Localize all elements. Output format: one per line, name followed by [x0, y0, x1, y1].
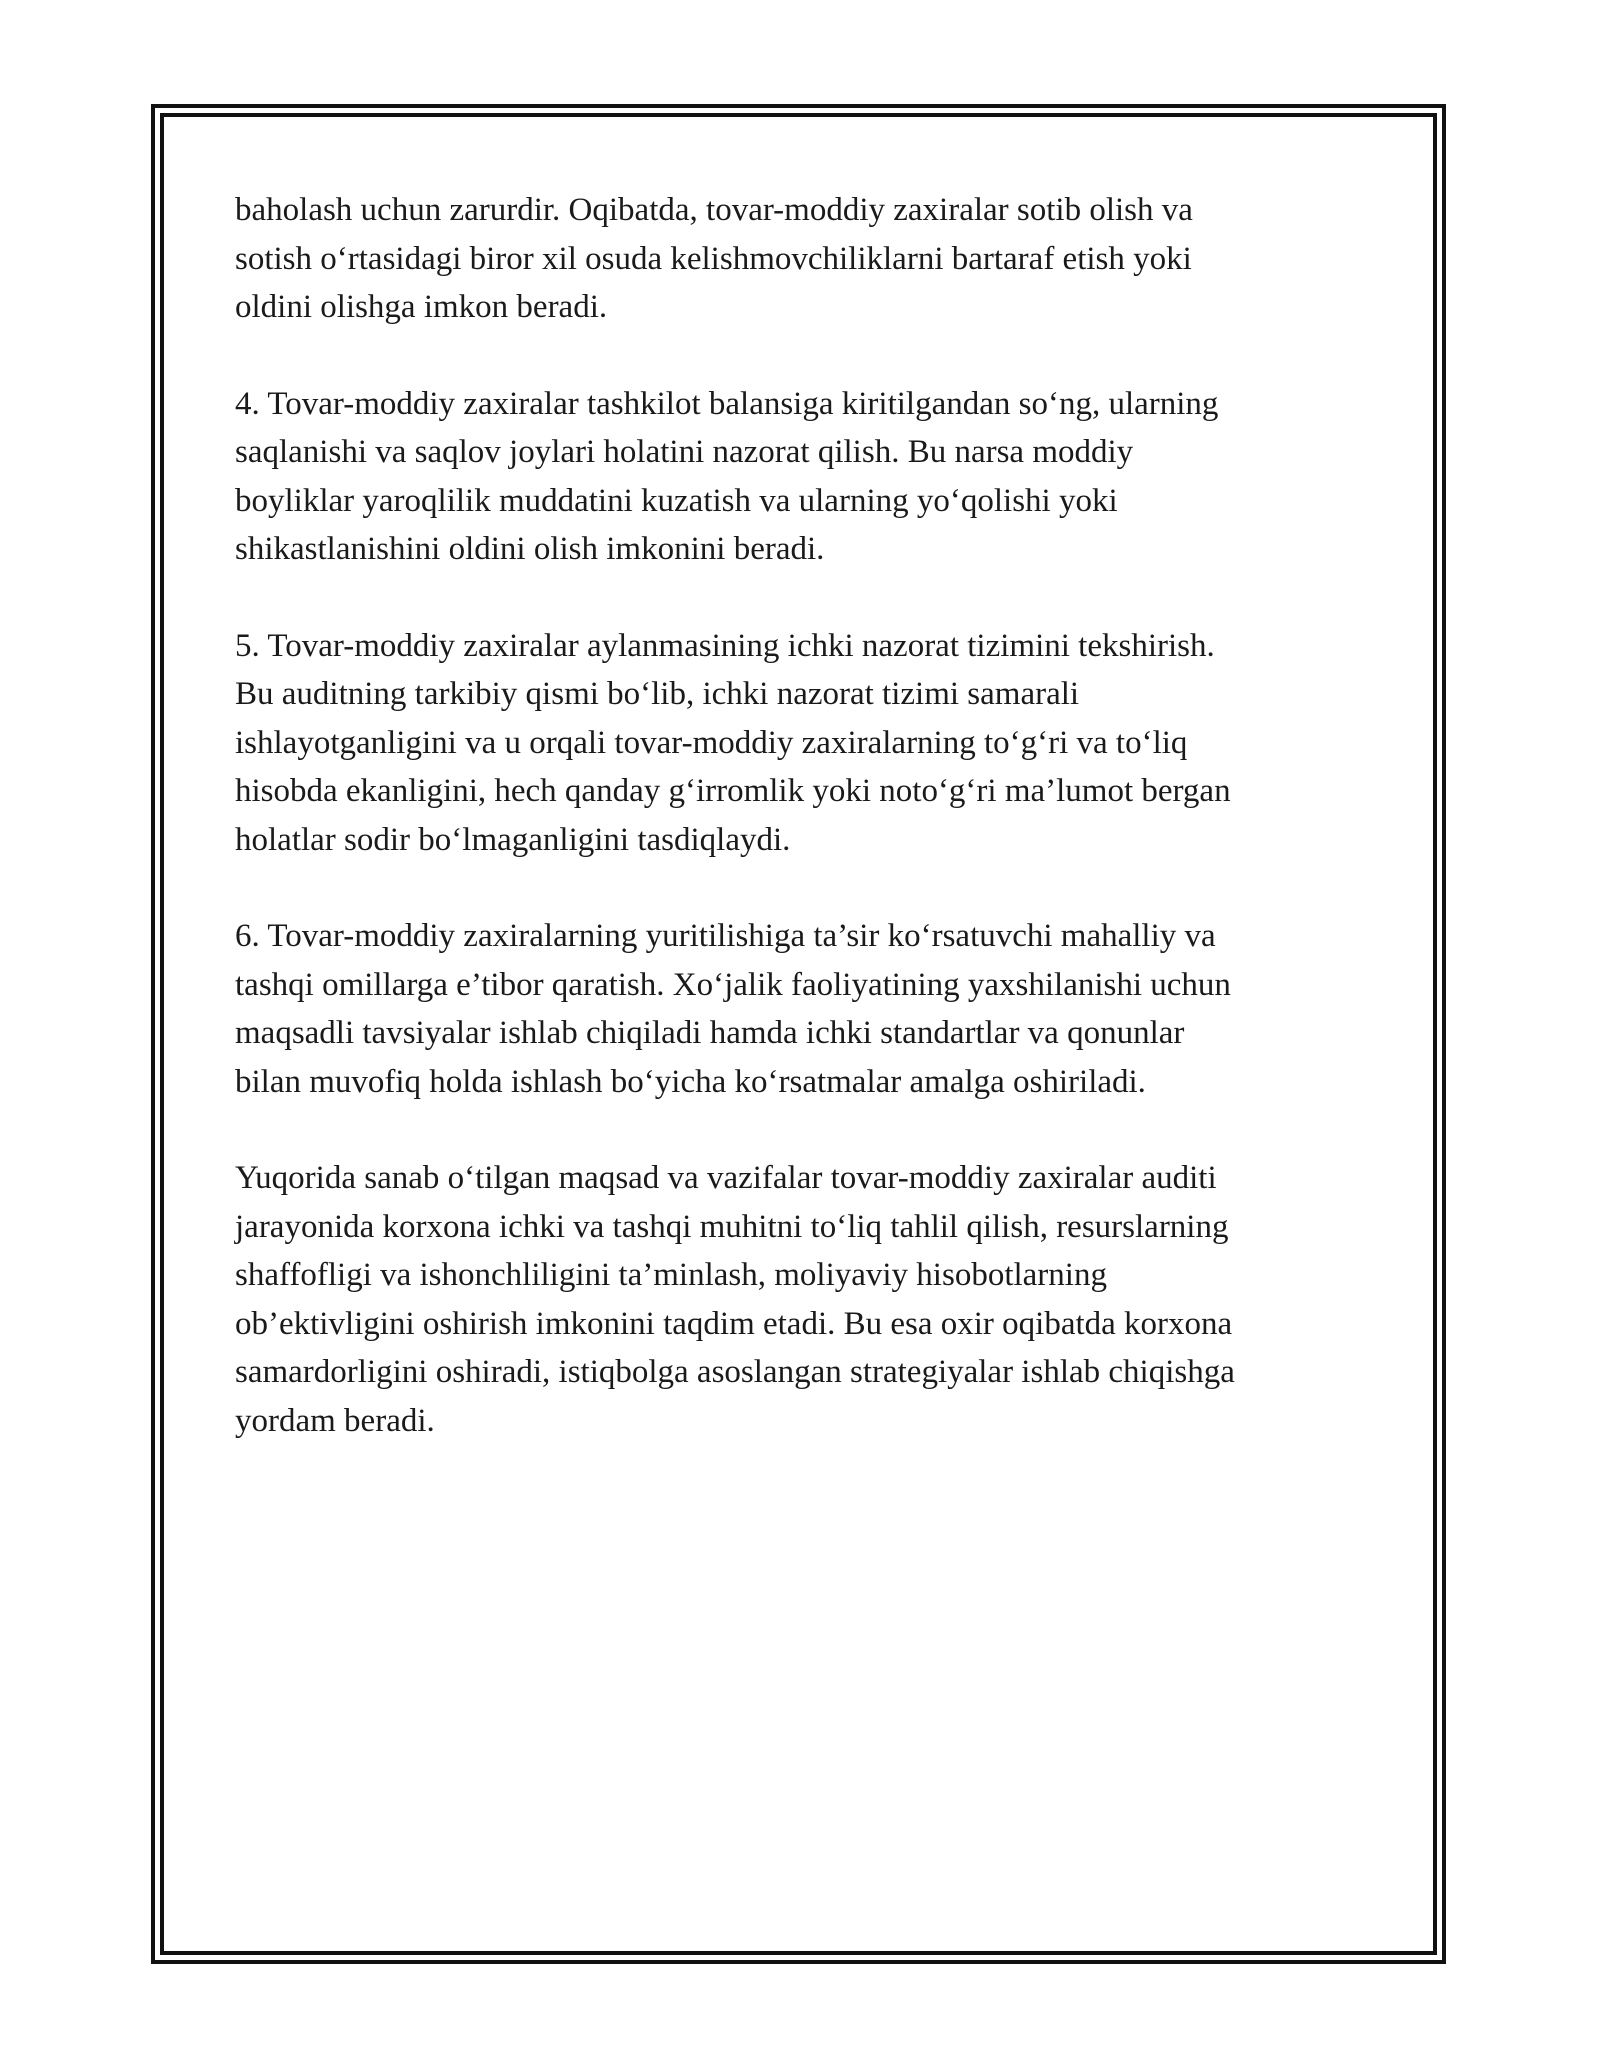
text-line: 6. Tovar-moddiy zaxiralarning yuritilishiga ta’sir ko‘rsatuvchi mahalliy va [235, 918, 1216, 954]
text-line: shaffofligi va ishonchliligini ta’minlash, moliyaviy hisobotlarning [235, 1257, 1107, 1293]
text-line: Yuqorida sanab o‘tilgan maqsad va vazifalar tovar-moddiy zaxiralar auditi [235, 1160, 1217, 1196]
text-line: Bu auditning tarkibiy qismi bo‘lib, ichki nazorat tizimi samarali [235, 676, 1080, 712]
text-line: sotish o‘rtasidagi biror xil osuda kelishmovchiliklarni bartaraf etish yoki [235, 240, 1192, 277]
text-line: ob’ektivligini oshirish imkonini taqdim etadi. Bu esa oxir oqibatda korxona [235, 1305, 1233, 1342]
paragraph-continuation [235, 186, 1365, 332]
text-line: 5. Tovar-moddiy zaxiralar aylanmasining ichki nazorat tizimini tekshirish. [235, 627, 1215, 664]
paragraph-item-5 [235, 622, 1365, 865]
text-line: ishlayotganligini va u orqali tovar-moddiy zaxiralarning to‘g‘ri va to‘liq [235, 724, 1188, 761]
text-line: maqsadli tavsiyalar ishlab chiqiladi hamda ichki standartlar va qonunlar [235, 1015, 1185, 1051]
paragraph-item-4 [235, 380, 1365, 574]
text-line: shikastlanishini oldini olish imkonini beradi. [235, 531, 825, 567]
text-line: samardorligini oshiradi, istiqbolga asoslangan strategiyalar ishlab chiqishga [235, 1354, 1235, 1390]
text-line: bilan muvofiq holda ishlash bo‘yicha ko‘rsatmalar amalga oshiriladi. [235, 1063, 1146, 1100]
text-line: boyliklar yaroqlilik muddatini kuzatish va ularning yo‘qolishi yoki [235, 482, 1118, 519]
text-line: baholash uchun zarurdir. Oqibatda, tovar-moddiy zaxiralar sotib olish va [235, 192, 1193, 228]
text-line: jarayonida korxona ichki va tashqi muhitni to‘liq tahlil qilish, resurslarning [235, 1208, 1229, 1245]
text-line: oldini olishga imkon beradi. [235, 289, 608, 325]
document-body [235, 186, 1365, 1493]
text-line: holatlar sodir bo‘lmaganligini tasdiqlaydi. [235, 821, 791, 858]
text-line: tashqi omillarga e’tibor qaratish. Xo‘jalik faoliyatining yaxshilanishi uchun [235, 966, 1231, 1003]
paragraph-conclusion [235, 1154, 1365, 1445]
text-line: hisobda ekanligini, hech qanday g‘irromlik yoki noto‘g‘ri ma’lumot bergan [235, 773, 1231, 809]
text-line: saqlanishi va saqlov joylari holatini nazorat qilish. Bu narsa moddiy [235, 434, 1134, 470]
text-line: 4. Tovar-moddiy zaxiralar tashkilot balansiga kiritilgandan so‘ng, ularning [235, 385, 1219, 422]
paragraph-item-6 [235, 912, 1365, 1106]
text-line: yordam beradi. [235, 1402, 435, 1439]
